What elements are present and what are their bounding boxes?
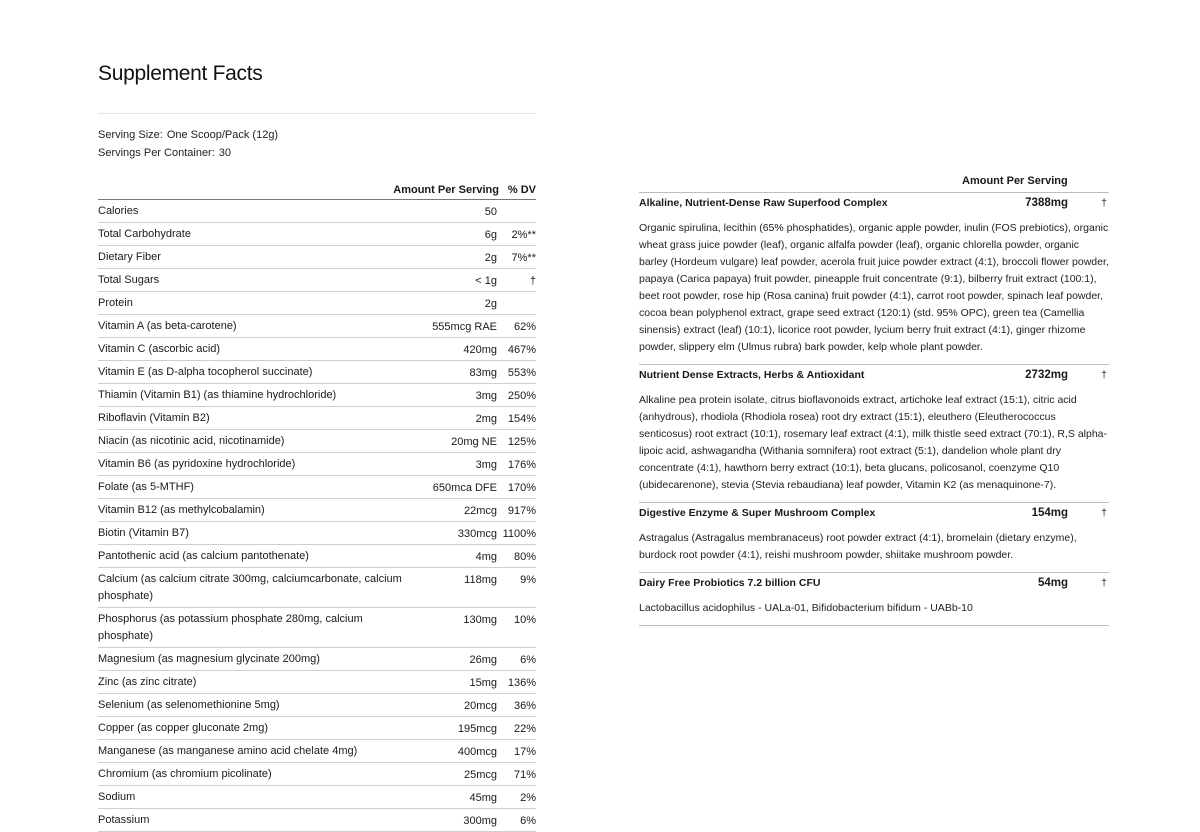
nutrient-daily-value: 71%: [513, 769, 536, 781]
nutrient-amount: 15mg: [469, 677, 497, 689]
blend-table-header: [639, 174, 1109, 192]
nutrient-amount: 6g: [484, 229, 497, 241]
blend-ingredients: Lactobacillus acidophilus - UALa-01, Bifidobacterium bifidum - UABb-10: [639, 602, 973, 614]
blend-amount: 7388mg: [1025, 197, 1068, 209]
nutrient-name: Niacin (as nicotinic acid, nicotinamide): [98, 435, 285, 447]
nutrient-daily-value: 154%: [507, 413, 536, 425]
nutrient-amount: 3mg: [475, 459, 497, 471]
serving-info: [98, 126, 278, 162]
blend-ingredients: Alkaline pea protein isolate, citrus bioflavonoids extract, artichoke leaf extract (15:1), citric acid (anhydrous), rhodiola (Rhodiola rosea) root dry extract (15:1), eleuthero (Eleutherococcus senticosus) root extract (10:1), rosemary leaf extract (4:1), milk thistle seed extract (70:1), R,S alpha-lipoic acid, ashwagandha (Withania somnifera) root extract (5:1), dandelion whole plant dry concentrate (4:1), hawthorn berry extract (10:1), beta glucans, policosanol, coenzyme Q10 (ubidecarenone), stevia (Stevia rebaudiana) leaf powder, Vitamin K2 (as menaquinone-7).: [639, 394, 1108, 491]
nutrient-amount: 400mcg: [457, 746, 497, 758]
nutrient-daily-value: 22%: [513, 723, 536, 735]
nutrient-name: Calories: [98, 205, 139, 217]
blend-amount-header: Amount Per Serving: [962, 175, 1068, 187]
table-row: [98, 200, 536, 223]
nutrient-name: Total Carbohydrate: [98, 228, 191, 240]
nutrient-amount: 2mg: [475, 413, 497, 425]
table-row: [98, 384, 536, 407]
nutrient-daily-value: 7%**: [511, 252, 536, 264]
nutrient-amount: 130mg: [463, 614, 497, 626]
nutrient-daily-value: 10%: [513, 614, 536, 626]
nutrient-daily-value: 917%: [507, 505, 536, 517]
nutrient-amount: 300mg: [463, 815, 497, 827]
table-row: [98, 545, 536, 568]
serving-size-line: [98, 126, 278, 144]
table-row: [98, 694, 536, 717]
blend-ingredients: Organic spirulina, lecithin (65% phosphatides), organic apple powder, inulin (FOS prebiotics), organic wheat grass juice powder (leaf), organic alfalfa powder (leaf), organic chlorella powder, organic barley (Hordeum vulgare) leaf powder, acerola fruit juice powder extract (4:1), broccoli flower powder, papaya (Carica papaya) fruit powder, pineapple fruit concentrate (9:1), bilberry fruit extract (100:1), beet root powder, rose hip (Rosa canina) fruit powder (4:1), carrot root powder, spinach leaf powder, cocoa bean polyphenol extract, grape seed extract (120:1) (std. 95% OPC), green tea (Camellia sinensis) extract (leaf) (10:1), licorice root powder, lycium berry fruit extract (4:1), ginger rhizome powder, slippery elm (Ulmus rubra) bark powder, kelp whole plant powder.: [639, 222, 1109, 353]
nutrient-daily-value: 1100%: [502, 528, 536, 540]
nutrient-daily-value: 467%: [507, 344, 536, 356]
nutrient-daily-value: 125%: [507, 436, 536, 448]
nutrient-name: Manganese (as manganese amino acid chelate 4mg): [98, 745, 358, 757]
nutrient-amount: 555mcg RAE: [432, 321, 497, 333]
nutrient-name: Vitamin E (as D-alpha tocopherol succinate): [98, 366, 313, 378]
blend-section: [639, 192, 1109, 364]
blend-dagger: †: [1101, 197, 1107, 209]
blend-sections: [639, 192, 1109, 625]
blend-name: Dairy Free Probiotics 7.2 billion CFU: [639, 577, 821, 589]
nutrient-daily-value: 2%**: [511, 229, 536, 241]
blend-section-header: [639, 503, 1109, 525]
nutrient-daily-value: 80%: [513, 551, 536, 563]
nutrient-table: [98, 182, 536, 832]
nutrient-amount: < 1g: [475, 275, 497, 287]
blend-section: [639, 364, 1109, 502]
blend-name: Digestive Enzyme & Super Mushroom Complex: [639, 507, 876, 519]
nutrient-name: Protein: [98, 297, 133, 309]
nutrient-amount: 45mg: [469, 792, 497, 804]
nutrient-name: Vitamin A (as beta-carotene): [98, 320, 237, 332]
table-row: [98, 740, 536, 763]
blend-table-bottom-rule: [639, 625, 1109, 626]
table-row: [98, 453, 536, 476]
nutrient-name: Thiamin (Vitamin B1) (as thiamine hydrochloride): [98, 389, 337, 401]
table-row: [98, 269, 536, 292]
table-row: [98, 292, 536, 315]
table-row: [98, 361, 536, 384]
table-row: [98, 246, 536, 269]
nutrient-amount: 195mcg: [457, 723, 497, 735]
nutrient-name: Phosphorus (as potassium phosphate 280mg, calcium phosphate): [98, 613, 363, 642]
nutrient-name: Dietary Fiber: [98, 251, 161, 263]
servings-per-container-value: 30: [218, 147, 232, 159]
table-row: [98, 671, 536, 694]
blend-section: [639, 572, 1109, 625]
nutrient-name: Vitamin C (ascorbic acid): [98, 343, 221, 355]
nutrient-daily-value: 170%: [507, 482, 536, 494]
table-row: [98, 476, 536, 499]
nutrient-amount: 118mg: [464, 574, 497, 586]
nutrient-name: Chromium (as chromium picolinate): [98, 768, 272, 780]
table-row: [98, 763, 536, 786]
serving-size-label: Serving Size:: [98, 129, 163, 141]
blend-section: [639, 502, 1109, 572]
nutrient-amount: 20mg NE: [451, 436, 497, 448]
nutrient-amount: 50: [484, 206, 497, 218]
nutrient-amount: 22mcg: [463, 505, 497, 517]
blend-section-header: [639, 365, 1109, 387]
table-row: [98, 499, 536, 522]
table-row: [98, 315, 536, 338]
nutrient-name: Potassium: [98, 814, 150, 826]
nutrient-daily-value: 136%: [507, 677, 536, 689]
amount-per-serving-header: Amount Per Serving: [393, 184, 499, 196]
blend-name: Alkaline, Nutrient-Dense Raw Superfood Complex: [639, 197, 888, 209]
nutrient-daily-value: 62%: [513, 321, 536, 333]
blend-table: [639, 174, 1109, 626]
servings-per-container-line: [98, 144, 278, 162]
nutrient-daily-value: 36%: [513, 700, 536, 712]
table-row: [98, 522, 536, 545]
table-row: [98, 608, 536, 648]
nutrient-name: Pantothenic acid (as calcium pantothenate): [98, 550, 309, 562]
nutrient-daily-value: 176%: [507, 459, 536, 471]
nutrient-daily-value: 17%: [513, 746, 536, 758]
blend-section-header: [639, 193, 1109, 215]
nutrient-name: Selenium (as selenomethionine 5mg): [98, 699, 280, 711]
nutrient-name: Sodium: [98, 791, 136, 803]
blend-name: Nutrient Dense Extracts, Herbs & Antioxidant: [639, 369, 865, 381]
nutrient-name: Riboflavin (Vitamin B2): [98, 412, 210, 424]
table-row: [98, 786, 536, 809]
nutrient-daily-value: †: [529, 275, 536, 287]
blend-section-header: [639, 573, 1109, 595]
table-row: [98, 568, 536, 608]
nutrient-table-header: [98, 182, 536, 200]
blend-amount: 54mg: [1037, 577, 1068, 589]
nutrient-amount: 650mca DFE: [432, 482, 497, 494]
nutrient-daily-value: 9%: [520, 574, 536, 586]
nutrient-daily-value: 2%: [520, 792, 536, 804]
nutrient-rows: [98, 200, 536, 832]
nutrient-name: Vitamin B6 (as pyridoxine hydrochloride): [98, 458, 296, 470]
servings-per-container-label: Servings Per Container:: [98, 147, 215, 159]
table-row: [98, 717, 536, 740]
nutrient-amount: 330mcg: [457, 528, 497, 540]
blend-ingredients: Astragalus (Astragalus membranaceus) root powder extract (4:1), bromelain (dietary enzyme), burdock root powder (4:1), reishi mushroom powder, shiitake mushroom powder.: [639, 532, 1077, 561]
daily-value-header: % DV: [507, 184, 536, 196]
table-row: [98, 223, 536, 246]
nutrient-daily-value: 553%: [507, 367, 536, 379]
nutrient-daily-value: 6%: [520, 654, 536, 666]
blend-dagger: †: [1101, 507, 1107, 519]
blend-dagger: †: [1101, 369, 1107, 381]
table-row: [98, 407, 536, 430]
nutrient-name: Vitamin B12 (as methylcobalamin): [98, 504, 265, 516]
nutrient-amount: 420mg: [463, 344, 497, 356]
nutrient-name: Biotin (Vitamin B7): [98, 527, 189, 539]
nutrient-name: Magnesium (as magnesium glycinate 200mg): [98, 653, 320, 665]
blend-dagger: †: [1101, 577, 1107, 589]
serving-size-value: One Scoop/Pack (12g): [166, 129, 279, 141]
nutrient-name: Calcium (as calcium citrate 300mg, calciumcarbonate, calcium phosphate): [98, 573, 402, 602]
blend-amount: 2732mg: [1025, 369, 1068, 381]
nutrient-name: Total Sugars: [98, 274, 160, 286]
nutrient-amount: 2g: [484, 298, 497, 310]
title-divider: [98, 113, 536, 114]
nutrient-amount: 26mg: [469, 654, 497, 666]
nutrient-name: Copper (as copper gluconate 2mg): [98, 722, 268, 734]
nutrient-amount: 2g: [484, 252, 497, 264]
nutrient-amount: 25mcg: [463, 769, 497, 781]
nutrient-amount: 20mcg: [463, 700, 497, 712]
nutrient-daily-value: 6%: [520, 815, 536, 827]
nutrient-daily-value: 250%: [507, 390, 536, 402]
nutrient-name: Zinc (as zinc citrate): [98, 676, 197, 688]
table-row: [98, 648, 536, 671]
nutrient-amount: 83mg: [469, 367, 497, 379]
page-title: Supplement Facts: [98, 62, 263, 85]
table-row: [98, 338, 536, 361]
table-row: [98, 809, 536, 832]
nutrient-amount: 3mg: [475, 390, 497, 402]
table-row: [98, 430, 536, 453]
nutrient-amount: 4mg: [475, 551, 497, 563]
nutrient-name: Folate (as 5-MTHF): [98, 481, 194, 493]
blend-amount: 154mg: [1031, 507, 1068, 519]
